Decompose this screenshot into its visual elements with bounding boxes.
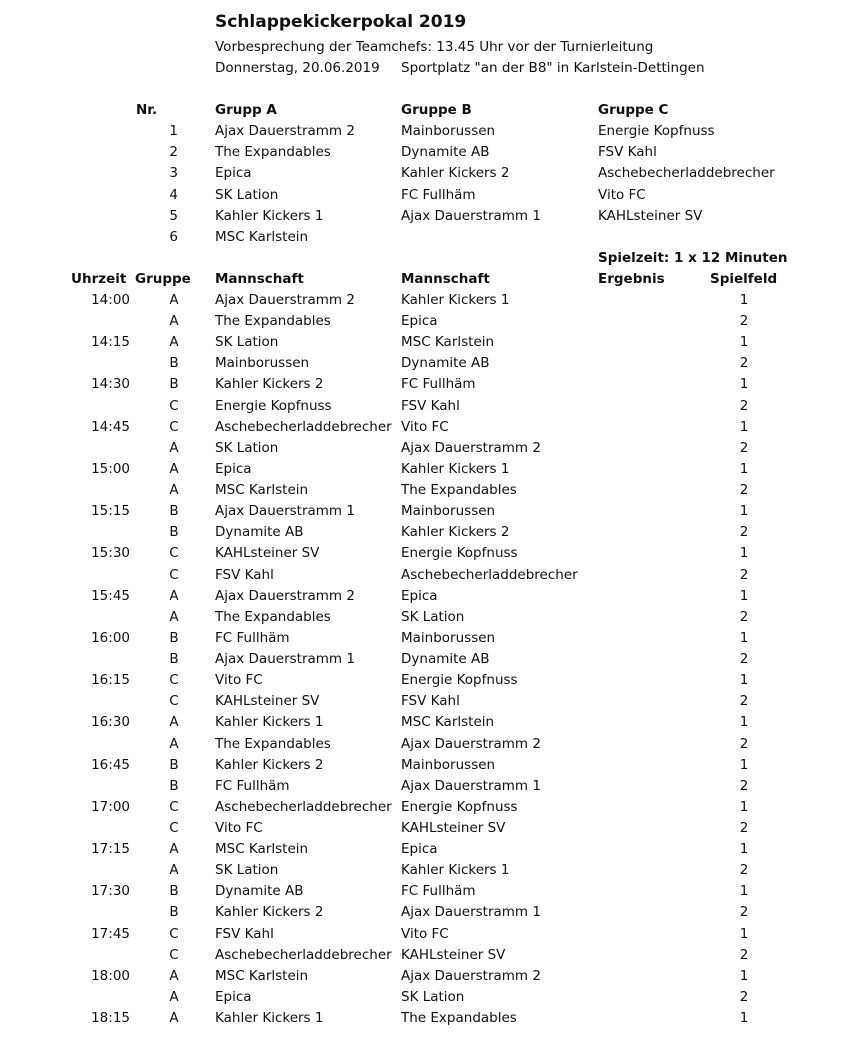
match-team1: Ajax Dauerstramm 1	[215, 503, 355, 520]
match-field: 1	[739, 460, 749, 477]
match-field: 1	[739, 672, 749, 689]
match-group: C	[169, 925, 179, 942]
match-field: 1	[739, 841, 749, 858]
match-team2: Aschebecherladdebrecher	[401, 566, 578, 583]
match-group: A	[169, 967, 179, 984]
match-team1: Kahler Kickers 1	[215, 714, 324, 731]
match-group: C	[169, 820, 179, 836]
match-team2: Mainborussen	[401, 503, 496, 520]
group-nr: 2	[169, 144, 178, 161]
match-team1: KAHLsteiner SV	[215, 545, 320, 562]
match-team1: Aschebecherladdebrecher	[215, 798, 392, 815]
match-group: C	[169, 397, 179, 414]
match-time: 16:00	[91, 629, 130, 646]
match-field: 1	[739, 714, 749, 731]
match-group: C	[169, 946, 179, 963]
match-time: 15:15	[91, 503, 130, 520]
match-field: 1	[739, 1010, 749, 1027]
match-team2: Ajax Dauerstramm 2	[401, 735, 541, 752]
match-team2: Mainborussen	[401, 629, 496, 646]
match-team1: Kahler Kickers 2	[215, 756, 324, 773]
match-team2: Ajax Dauerstramm 2	[401, 439, 541, 456]
match-team2: Ajax Dauerstramm 1	[401, 777, 541, 794]
match-time: 17:15	[91, 841, 130, 858]
match-field: 2	[739, 777, 749, 794]
match-team2: The Expandables	[401, 1010, 517, 1027]
group-nr: 3	[169, 165, 178, 182]
match-team1: FC Fullhäm	[215, 629, 290, 646]
match-team1: Energie Kopfnuss	[215, 397, 332, 414]
match-team1: FSV Kahl	[215, 566, 274, 583]
match-time: 14:30	[91, 376, 130, 393]
match-field: 1	[739, 545, 749, 562]
match-team1: SK Lation	[215, 334, 279, 351]
group-b-team: Ajax Dauerstramm 1	[401, 207, 541, 224]
match-group: C	[169, 566, 179, 583]
match-team1: MSC Karlstein	[215, 967, 309, 984]
match-group: A	[169, 988, 179, 1005]
match-team2: Epica	[401, 587, 438, 604]
match-team2: Energie Kopfnuss	[401, 672, 518, 689]
match-group: A	[169, 1010, 179, 1027]
match-time: 17:30	[91, 883, 130, 900]
match-group: C	[169, 545, 179, 562]
match-team1: Dynamite AB	[215, 524, 304, 541]
match-field: 2	[739, 693, 749, 710]
match-team1: The Expandables	[215, 735, 331, 752]
match-team2: Kahler Kickers 2	[401, 524, 510, 541]
match-group: B	[169, 904, 179, 921]
match-team2: Ajax Dauerstramm 1	[401, 904, 541, 921]
match-field: 2	[739, 397, 749, 414]
match-team2: Epica	[401, 841, 438, 858]
result-header: Ergebnis	[598, 271, 665, 287]
group-nr: 1	[169, 123, 178, 139]
match-team2: FC Fullhäm	[401, 376, 476, 393]
match-group: B	[169, 777, 179, 794]
match-team2: MSC Karlstein	[401, 714, 495, 731]
match-team2: The Expandables	[401, 482, 517, 499]
match-time: 15:30	[91, 545, 130, 562]
match-time: 16:30	[91, 714, 130, 731]
match-team1: Dynamite AB	[215, 883, 304, 900]
match-group: B	[169, 376, 179, 393]
match-group: A	[169, 460, 179, 477]
match-team1: MSC Karlstein	[215, 482, 309, 499]
match-field: 2	[739, 820, 749, 836]
match-group: C	[169, 418, 179, 435]
match-team1: Ajax Dauerstramm 1	[215, 651, 355, 668]
group-nr: 6	[169, 229, 178, 245]
match-field: 1	[739, 334, 749, 351]
match-field: 1	[739, 756, 749, 773]
match-team1: Ajax Dauerstramm 2	[215, 292, 355, 308]
match-group: B	[169, 629, 179, 646]
match-group: A	[169, 482, 179, 499]
group-a-team: Epica	[215, 165, 252, 182]
match-group: A	[169, 313, 179, 330]
match-field: 2	[739, 482, 749, 499]
match-team1: Vito FC	[215, 820, 263, 836]
match-team2: SK Lation	[401, 608, 465, 625]
match-team1: FC Fullhäm	[215, 777, 290, 794]
group-b-team: Mainborussen	[401, 123, 496, 139]
match-field: 1	[739, 925, 749, 942]
match-field: 2	[739, 904, 749, 921]
match-team2: KAHLsteiner SV	[401, 946, 506, 963]
team2-header: Mannschaft	[401, 271, 490, 287]
match-team1: Epica	[215, 460, 252, 477]
match-field: 1	[739, 798, 749, 815]
match-team2: Vito FC	[401, 925, 449, 942]
group-header: Gruppe	[135, 271, 191, 287]
group-nr: 4	[169, 186, 178, 203]
match-time: 14:15	[91, 334, 130, 351]
match-field: 2	[739, 735, 749, 752]
match-time: 14:45	[91, 418, 130, 435]
group-c-team: Energie Kopfnuss	[598, 123, 715, 139]
match-time: 16:45	[91, 756, 130, 773]
match-team1: SK Lation	[215, 862, 279, 879]
match-field: 1	[739, 883, 749, 900]
match-team2: Mainborussen	[401, 756, 496, 773]
playtime-note: Spielzeit: 1 x 12 Minuten	[598, 250, 788, 266]
match-team2: Epica	[401, 313, 438, 330]
match-team1: Mainborussen	[215, 355, 310, 372]
group-c-team: Aschebecherladdebrecher	[598, 165, 775, 182]
match-field: 1	[739, 376, 749, 393]
match-group: A	[169, 439, 179, 456]
match-field: 2	[739, 651, 749, 668]
group-a-team: Ajax Dauerstramm 2	[215, 123, 355, 139]
match-team2: Kahler Kickers 1	[401, 460, 510, 477]
match-team1: FSV Kahl	[215, 925, 274, 942]
group-b-team: Dynamite AB	[401, 144, 490, 161]
match-team2: Kahler Kickers 1	[401, 292, 510, 308]
match-team1: Kahler Kickers 2	[215, 904, 324, 921]
match-group: A	[169, 587, 179, 604]
match-group: B	[169, 651, 179, 668]
group-b-header: Gruppe B	[401, 102, 472, 118]
match-group: A	[169, 841, 179, 858]
match-time: 15:45	[91, 587, 130, 604]
match-field: 1	[739, 503, 749, 520]
match-team2: KAHLsteiner SV	[401, 820, 506, 836]
match-team1: KAHLsteiner SV	[215, 693, 320, 710]
match-team1: Epica	[215, 988, 252, 1005]
match-time: 14:00	[91, 292, 130, 308]
match-team1: Kahler Kickers 2	[215, 376, 324, 393]
match-team2: FSV Kahl	[401, 397, 460, 414]
group-a-team: MSC Karlstein	[215, 229, 309, 245]
match-team1: MSC Karlstein	[215, 841, 309, 858]
match-team1: SK Lation	[215, 439, 279, 456]
match-team2: Energie Kopfnuss	[401, 545, 518, 562]
group-a-team: Kahler Kickers 1	[215, 207, 324, 224]
match-time: 17:45	[91, 925, 130, 942]
match-group: A	[169, 735, 179, 752]
group-a-team: SK Lation	[215, 186, 279, 203]
group-b-team: FC Fullhäm	[401, 186, 476, 203]
group-a-team: The Expandables	[215, 144, 331, 161]
match-field: 2	[739, 946, 749, 963]
field-header: Spielfeld	[710, 271, 778, 287]
group-a-header: Grupp A	[215, 102, 277, 118]
match-group: A	[169, 608, 179, 625]
match-time: 15:00	[91, 460, 130, 477]
match-team1: Vito FC	[215, 672, 263, 689]
match-team2: Kahler Kickers 1	[401, 862, 510, 879]
group-nr: 5	[169, 207, 178, 224]
match-field: 2	[739, 439, 749, 456]
match-group: B	[169, 355, 179, 372]
subtitle: Vorbesprechung der Teamchefs: 13.45 Uhr vor der Turnierleitung	[215, 39, 654, 55]
match-team1: Ajax Dauerstramm 2	[215, 587, 355, 604]
match-group: A	[169, 334, 179, 351]
match-group: B	[169, 756, 179, 773]
match-group: C	[169, 693, 179, 710]
match-field: 2	[739, 988, 749, 1005]
match-time: 16:15	[91, 672, 130, 689]
match-field: 2	[739, 566, 749, 583]
match-field: 1	[739, 629, 749, 646]
match-group: A	[169, 292, 179, 308]
match-team1: The Expandables	[215, 608, 331, 625]
match-field: 2	[739, 524, 749, 541]
match-field: 1	[739, 292, 749, 308]
match-group: B	[169, 883, 179, 900]
match-team1: The Expandables	[215, 313, 331, 330]
match-field: 1	[739, 587, 749, 604]
match-team2: Vito FC	[401, 418, 449, 435]
match-team1: Aschebecherladdebrecher	[215, 418, 392, 435]
match-time: 18:00	[91, 967, 130, 984]
nr-header: Nr.	[136, 102, 158, 118]
match-team2: SK Lation	[401, 988, 465, 1005]
match-time: 17:00	[91, 798, 130, 815]
group-c-team: Vito FC	[598, 186, 646, 203]
group-c-team: KAHLsteiner SV	[598, 207, 703, 224]
event-date: Donnerstag, 20.06.2019	[215, 60, 380, 76]
match-field: 1	[739, 967, 749, 984]
match-group: C	[169, 798, 179, 815]
match-team2: Energie Kopfnuss	[401, 798, 518, 815]
match-group: C	[169, 672, 179, 689]
event-venue: Sportplatz "an der B8" in Karlstein-Dettingen	[401, 60, 705, 76]
match-team2: Dynamite AB	[401, 355, 490, 372]
match-time: 18:15	[91, 1010, 130, 1027]
group-b-team: Kahler Kickers 2	[401, 165, 510, 182]
match-team2: Dynamite AB	[401, 651, 490, 668]
team1-header: Mannschaft	[215, 271, 304, 287]
group-c-header: Gruppe C	[598, 102, 669, 118]
page-title: Schlappekickerpokal 2019	[215, 12, 467, 32]
match-team2: Ajax Dauerstramm 2	[401, 967, 541, 984]
group-c-team: FSV Kahl	[598, 144, 657, 161]
match-field: 2	[739, 862, 749, 879]
match-group: B	[169, 524, 179, 541]
match-field: 2	[739, 313, 749, 330]
match-team2: MSC Karlstein	[401, 334, 495, 351]
match-group: A	[169, 714, 179, 731]
match-team2: FSV Kahl	[401, 693, 460, 710]
match-field: 2	[739, 608, 749, 625]
match-team1: Aschebecherladdebrecher	[215, 946, 392, 963]
match-group: A	[169, 862, 179, 879]
match-group: B	[169, 503, 179, 520]
match-team2: FC Fullhäm	[401, 883, 476, 900]
time-header: Uhrzeit	[71, 271, 127, 287]
match-field: 2	[739, 355, 749, 372]
match-field: 1	[739, 418, 749, 435]
match-team1: Kahler Kickers 1	[215, 1010, 324, 1027]
